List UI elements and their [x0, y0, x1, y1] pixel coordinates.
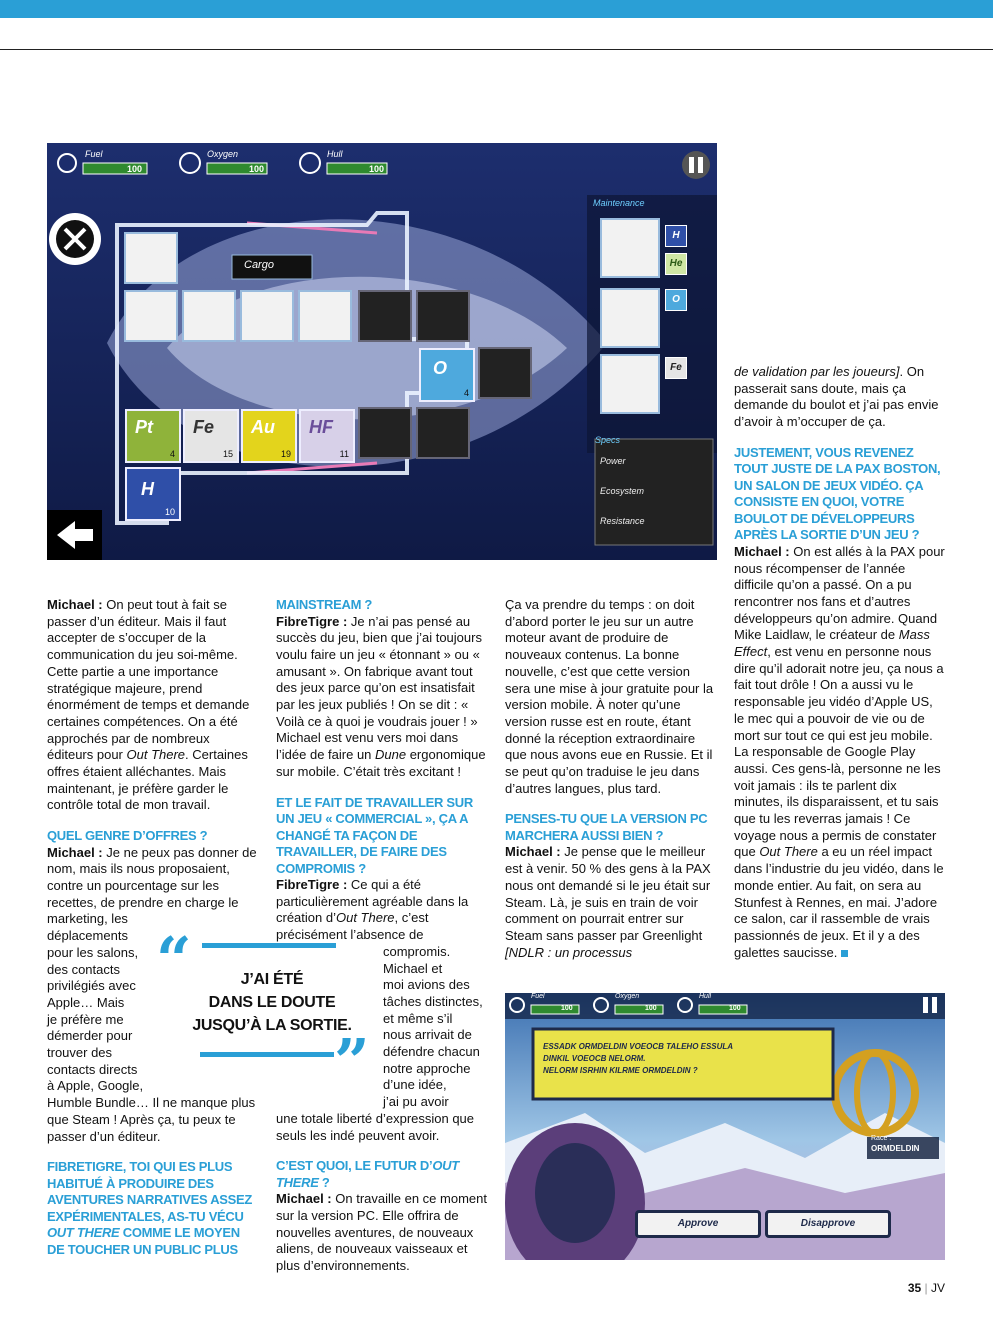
text-line: Michael et: [383, 960, 443, 976]
quote-rule-bottom: [200, 1052, 334, 1057]
text-line: tâches distinctes,: [383, 993, 483, 1009]
page-footer: [908, 1281, 945, 1295]
maintenance-tag: He: [665, 253, 687, 275]
pause-icon[interactable]: [682, 151, 710, 179]
race-name: ORMDELDIN: [871, 1144, 920, 1153]
speaker-label: Michael :: [47, 844, 103, 860]
paragraph: a eu un réel impact dans l’industrie du jeu vidéo, dans le monde entier. Au fait, on sera au Stunfest à Rennes, en mai. J’adore ce salon, car il rassemble de vrais passionnés de jeux. Et il y a des galettes saucisse.: [734, 844, 944, 960]
column-3: [505, 597, 717, 961]
text-line: je préfère me: [47, 1011, 124, 1027]
element-tile[interactable]: Au 19: [241, 409, 297, 463]
hud-fuel-value: 100: [127, 164, 143, 174]
paragraph: Humble Bundle… Il ne manque plus que Steam ! Après ça, tu peux te passer d’un éditeur.: [47, 1095, 256, 1144]
text-line: déplacements: [47, 928, 128, 944]
text-line: j’ai pu avoir: [383, 1094, 449, 1110]
dialog-line: NELORM ISRHIN KILRME ORMDELDIN ?: [543, 1066, 698, 1075]
gear-icon[interactable]: [49, 213, 101, 265]
end-mark-icon: [841, 950, 848, 957]
speaker-label: Michael :: [734, 543, 790, 559]
hud-oxygen-value: 100: [249, 164, 265, 174]
close-quote-mark: ”: [334, 1025, 370, 1098]
paragraph: , c’est précisément l’absence de: [276, 910, 429, 943]
question-heading: MAINSTREAM ?: [276, 597, 373, 612]
text-line: et même s’il: [383, 1010, 453, 1026]
question-heading: C’EST QUOI, LE FUTUR D’OUT THERE ?: [276, 1158, 459, 1190]
maintenance-tag: H: [665, 225, 687, 247]
back-arrow-icon[interactable]: [47, 510, 102, 560]
disapprove-button[interactable]: Disapprove: [765, 1210, 891, 1238]
header-rule: [0, 49, 993, 50]
narrow-text-block: [383, 944, 488, 1111]
paragraph: , est venu en personne nous dire qu’il adorait notre jeu, ça nous a fait tout drôle ! On a aussi vu le responsable jeu vidéo d’Apple US, le mec qui a pouvoir de vie ou de mort sur tout ce qui est jeu mobile. La responsable de Google Play aussi. Ces gens-là, personne ne les voit jamais : ils te parlent dix minutes, ils disparaissent, et tu sais que tu les reverras jamais ! Ce voyage nous a permis de constater que: [734, 644, 944, 860]
hud-oxygen-label: Oxygen: [207, 149, 239, 159]
specs-label: Specs: [595, 435, 621, 445]
text-line: privilégiés avec: [47, 978, 136, 994]
paragraph: une totale liberté d’expression que seuls les indé peuvent avoir.: [276, 1110, 475, 1143]
text-line: contacts directs: [47, 1061, 138, 1077]
element-tile[interactable]: Fe 15: [183, 409, 239, 463]
section-name: JV: [930, 1281, 945, 1295]
paragraph: On est allés à la PAX pour nous récompenser de l’année difficile qu’on a passé. On a pu rencontrer nos fans et d’autres développeurs qu’on admire. Quand Mike Laidlaw, le créateur de: [734, 543, 945, 643]
maintenance-tag: O: [665, 289, 687, 311]
spec-ecosystem: Ecosystem: [600, 486, 645, 496]
paragraph: . On passerait sans doute, mais ça demande du boulot et j’ai pas envie d’avoir à m’occuper de ça.: [734, 364, 939, 430]
top-color-bar: [0, 0, 993, 18]
column-4: [734, 364, 946, 961]
text-line: d’une idée,: [383, 1077, 447, 1093]
pull-quote-text: J’AI ÉTÉ DANS LE DOUTE JUSQU’À LA SORTIE.: [192, 971, 352, 1034]
text-line: notre approche: [383, 1060, 471, 1076]
title-italic: Mass Effect: [734, 627, 930, 660]
hud-hull-value: 100: [369, 164, 385, 174]
maintenance-label: Maintenance: [593, 198, 645, 208]
hud-oxygen-value: 100: [645, 1005, 657, 1012]
question-heading: ET LE FAIT DE TRAVAILLER SUR UN JEU « COMMERCIAL », ÇA A CHANGÉ TA FAÇON DE TRAVAILLER, DE FAIRE DES COMPROMIS ?: [276, 794, 473, 876]
speaker-label: Michael :: [505, 844, 561, 860]
hud-oxygen-label: Oxygen: [615, 993, 640, 1000]
speaker-label: FibreTigre :: [276, 613, 348, 629]
speaker-label: Michael :: [47, 597, 103, 612]
element-tile[interactable]: HF 11: [299, 409, 355, 463]
quote-rule-top: [202, 943, 336, 948]
text-line: Apple… Mais: [47, 994, 125, 1010]
paragraph: Je n’ai pas pensé au succès du jeu, bien que j’ai toujours voulu faire un jeu « étonnant » ou « amusant ». On fabrique avant tout des jeux parce qu’on est insatisfait par les jeux publiés ! On se dit : « Voilà ce à quoi je voudrais jouer ! » Michael est venu vers moi dans l’idée de faire un: [276, 613, 482, 763]
italic-note: de validation par les joueurs]: [734, 364, 900, 379]
text-line: à Apple, Google,: [47, 1078, 144, 1094]
pull-quote: [156, 923, 378, 1098]
paragraph: Je ne peux pas donner de nom, mais ils nous proposaient, contre un pourcentage sur les recettes, de prendre en charge le marketing, les: [47, 844, 257, 927]
game-screenshot-alien-dialog: [505, 993, 945, 1260]
question-heading: JUSTEMENT, VOUS REVENEZ TOUT JUSTE DE LA PAX BOSTON, UN SALON DE JEUX VIDÉO. ÇA CONSISTE EN QUOI, VOTRE BOULOT DE DÉVELOPPEURS APRÈS LA SORTIE D’UN JEU ?: [734, 444, 941, 543]
question-heading: FIBRETIGRE, TOI QUI ES PLUS HABITUÉ À PRODUIRE DES AVENTURES NARRATIVES ASSEZ EXPÉRIMENTALES, AS-TU VÉCU OUT THERE COMME LE MOYEN DE TOUCHER UN PUBLIC PLUS: [47, 1159, 253, 1257]
title-italic: Dune: [375, 747, 407, 763]
game-screenshot-inventory: [47, 143, 717, 560]
page-number: 35: [907, 1281, 922, 1295]
alien-dialog-box: [543, 1041, 829, 1077]
dialog-line: DINKIL VOEOCB NELORM.: [543, 1054, 646, 1063]
paragraph: Ça va prendre du temps : on doit d’abord porter le jeu sur un autre moteur avant de produire de nouveaux contenus. La bonne nouvelle, c’est que cette version sera une mise à jour gratuite pour la version mobile. À noter qu’une version russe est en route, étant donné la réception extraordinaire que nous avons eue en Russie. Et il se peut qu’on traduise le jeu dans d’autres langues, plus tard.: [505, 597, 714, 796]
hud-fuel-label: Fuel: [531, 993, 545, 1000]
title-italic: Out There: [126, 747, 186, 763]
paragraph: Ce qui a été particulièrement agréable dans la création d’: [276, 877, 469, 926]
column-1: [47, 597, 259, 1258]
text-line: compromis.: [383, 943, 451, 959]
spec-resistance: Resistance: [600, 516, 645, 526]
dialog-line: ESSADK ORMDELDIN VOEOCB TALEHO ESSULA: [543, 1042, 734, 1051]
text-line: démerder pour: [47, 1028, 133, 1044]
text-line: trouver des: [47, 1045, 113, 1061]
speaker-label: FibreTigre :: [276, 877, 348, 893]
text-line: défendre chacun: [383, 1044, 480, 1060]
question-heading: QUEL GENRE D’OFFRES ?: [47, 828, 208, 844]
title-italic: Out There: [759, 844, 818, 860]
element-tile[interactable]: O 4: [419, 348, 475, 402]
paragraph: . Certaines offres étaient alléchantes. Mais maintenant, je préfère garder le contrôle total de mon travail.: [47, 747, 248, 813]
cargo-label: Cargo: [244, 259, 274, 271]
hud-hull-label: Hull: [327, 149, 343, 159]
element-tile[interactable]: H 10: [125, 467, 181, 521]
hud-fuel-value: 100: [561, 1005, 573, 1012]
narrow-text-block: [47, 928, 147, 1095]
open-quote-mark: “: [156, 923, 192, 996]
text-line: moi avions des: [383, 977, 470, 993]
paragraph: Je pense que le meilleur est à venir. 50 % des gens à la PAX nous ont demandé si le jeu était sur Steam. Là, je suis en train de voir comment on pourrait entrer sur Steam sans passer par Greenlight: [505, 844, 711, 943]
footer-separator: |: [924, 1281, 931, 1295]
text-line: pour les salons,: [47, 944, 139, 960]
approve-button[interactable]: Approve: [635, 1210, 761, 1238]
spec-power: Power: [600, 456, 626, 466]
text-line: nous arrivait de: [383, 1027, 472, 1043]
paragraph: ergonomique sur mobile. C’était très excitant !: [276, 747, 486, 779]
speaker-label: Michael :: [276, 1191, 332, 1207]
hud-hull-value: 100: [729, 1005, 741, 1012]
race-label: Race :: [871, 1135, 892, 1142]
hud-hull-label: Hull: [699, 993, 712, 1000]
hud-fuel-label: Fuel: [85, 149, 103, 159]
text-line: des contacts: [47, 961, 120, 977]
paragraph: On travaille en ce moment sur la version PC. Elle offrira de nouvelles aventures, de nouveaux aliens, de nouveaux vaisseaux et plus d’environnements.: [276, 1191, 487, 1274]
paragraph: On peut tout à fait se passer d’un éditeur. Mais il faut accepter de s’occuper de la communication du jeu soi-même. Cette partie a une importance stratégique majeure, prend énormément de temps et demande certaines compétences. On a été approchés par de nombreux éditeurs pour: [47, 597, 250, 763]
italic-note: [NDLR : un processus: [505, 944, 633, 960]
title-italic: Out There: [335, 910, 395, 926]
question-heading: PENSES-TU QUE LA VERSION PC MARCHERA AUSSI BIEN ?: [505, 811, 708, 843]
element-tile[interactable]: Pt 4: [125, 409, 181, 463]
maintenance-tag: Fe: [665, 357, 687, 379]
